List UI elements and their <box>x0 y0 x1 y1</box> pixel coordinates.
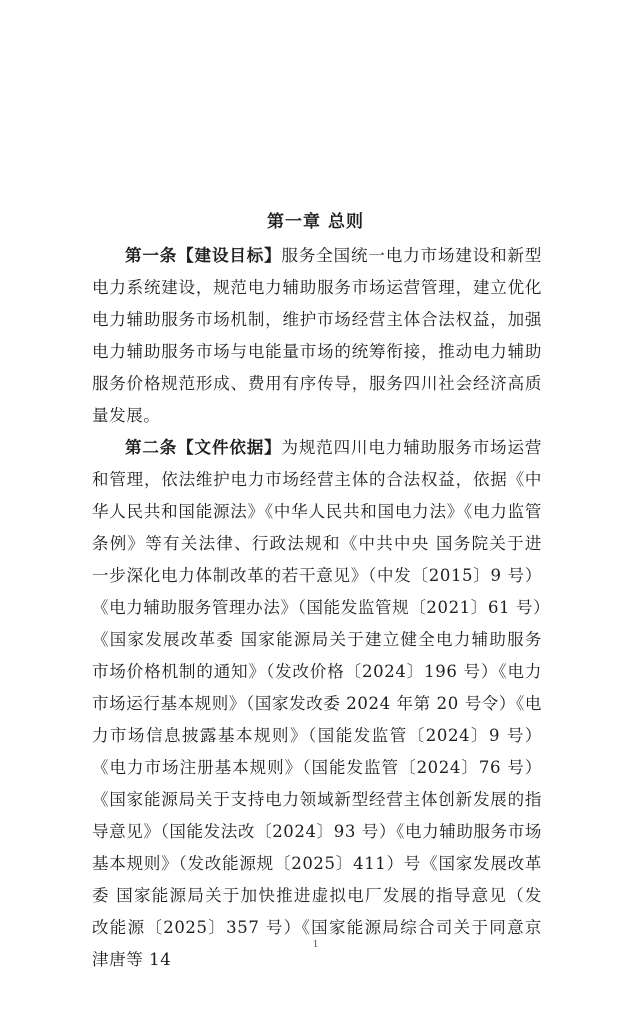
article-paragraph-1 <box>92 240 542 432</box>
article-tag: 【建设目标】 <box>177 246 282 265</box>
article-text: 服务全国统一电力市场建设和新型电力系统建设，规范电力辅助服务市场运营管理，建立优化电力辅助服务市场机制，维护市场经营主体合法权益，加强电力辅助服务市场与电能量市场的统筹衔接，推动电力辅助服务价格规范形成、费用有序传导，服务四川社会经济高质量发展。 <box>92 246 543 425</box>
article-number: 第二条 <box>125 438 178 457</box>
article-paragraph-2 <box>92 432 542 976</box>
article-text: 为规范四川电力辅助服务市场运营和管理，依法维护电力市场经营主体的合法权益，依据《中华人民共和国能源法》《中华人民共和国电力法》《电力监管条例》等有关法律、行政法规和《中共中央 国务院关于进一步深化电力体制改革的若干意见》（中发〔2015〕9 号）《电力辅助服务管理办法》（国能发监管规〔2021〕61 号）《国家发展改革委 国家能源局关于建立健全电力辅助服务市场价格机制的通知》（发改价格〔2024〕196 号）《电力市场运行基本规则》（国家发改委 2024 年第 20 号令）《电力市场信息披露基本规则》（国能发监管〔2024〕9 号）《电力市场注册基本规则》（国能发监管〔2024〕76 号）《国家能源局关于支持电力领域新型经营主体创新发展的指导意见》（国能发法改〔2024〕93 号）《电力辅助服务市场基本规则》（发改能源规〔2025〕411）号《国家发展改革委 国家能源局关于加快推进虚拟电厂发展的指导意见（发改能源〔2025〕357 号）《国家能源局综合司关于同意京津唐等 14 <box>92 438 543 969</box>
article-tag: 【文件依据】 <box>177 438 282 457</box>
document-body <box>92 240 542 976</box>
chapter-title: 第一章 总则 <box>267 212 364 232</box>
page-number: 1 <box>313 939 318 950</box>
article-number: 第一条 <box>125 246 178 265</box>
